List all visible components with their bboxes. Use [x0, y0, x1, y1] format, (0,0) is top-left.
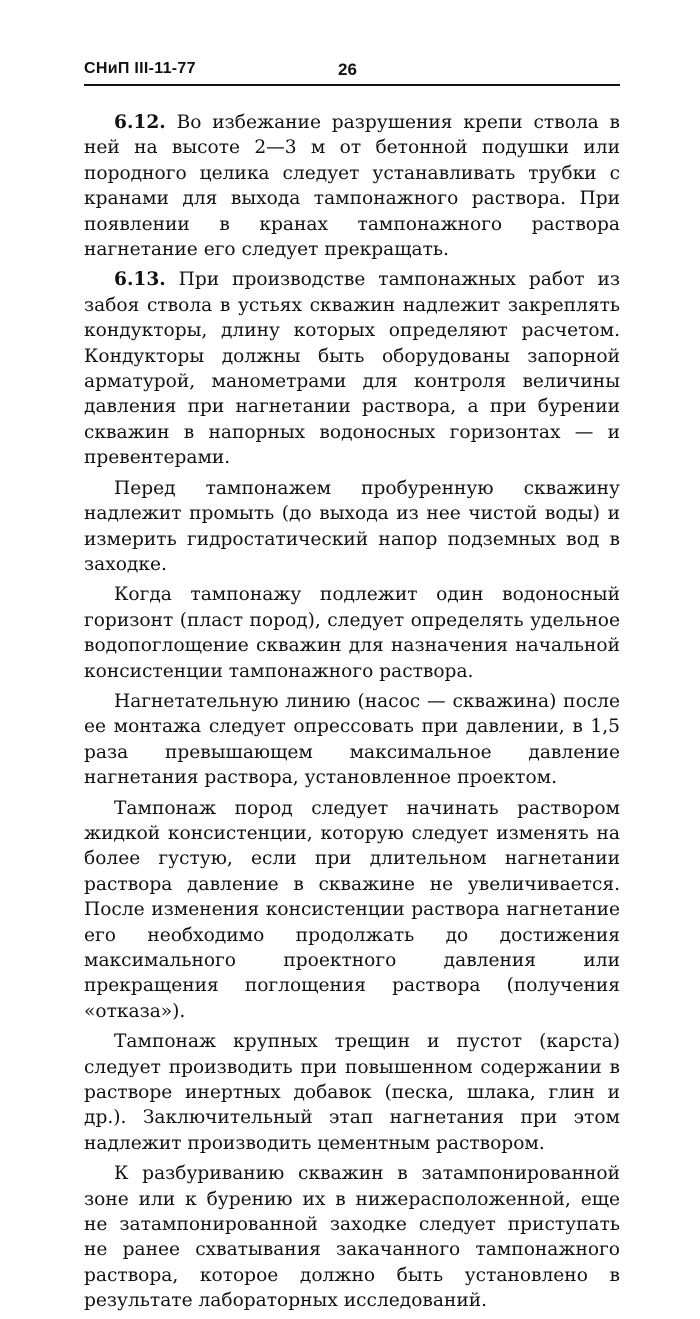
paragraph-text: Тампонаж пород следует начинать раствором жидкой консистенции, которую следует изменять на более густую, если при длительном нагнетании раствора давление в скважине не увеличивается. После изменения консистенции раствора нагнетание его необходимо продолжать до достижения максимального проектного давления или прекращения поглощения раствора (получения «отказа»).	[84, 797, 620, 1022]
paragraph	[84, 796, 620, 1025]
page-number: 26	[338, 60, 357, 79]
paragraph	[84, 1029, 620, 1156]
paragraph-text: Когда тампонажу подлежит один водоносный горизонт (пласт пород), следует определять удельное водопоглощение скважин для назначения начальной консистенции тампонажного раствора.	[84, 584, 620, 682]
paragraph	[84, 1161, 620, 1313]
paragraph	[84, 110, 620, 262]
paragraph-text: Нагнетательную линию (насос — скважина) после ее монтажа следует опрессовать при давлении, в 1,5 раза превышающем максимальное давление нагнетания раствора, установленное проектом.	[84, 690, 620, 789]
paragraph	[84, 689, 620, 791]
body-text	[84, 110, 620, 1314]
paragraph-text: При производстве тампонажных работ из забоя ствола в устьях скважин надлежит закреплять кондукторы, длину которых определяют расчетом. Кондукторы должны быть оборудованы запорной арматурой, манометрами для контроля величины давления при нагнетании раствора, а при бурении скважин в напорных водоносных горизонтах — и превентерами.	[84, 269, 620, 469]
clause-number: 6.12.	[114, 112, 166, 133]
document-page	[84, 60, 620, 1319]
paragraph-text: Тампонаж крупных трещин и пустот (карста) следует производить при повышенном содержании в растворе инертных добавок (песка, шлака, глин и др.). Заключительный этап нагнетания при этом надлежит производить цементным раствором.	[84, 1031, 620, 1154]
page-header	[84, 60, 620, 86]
paragraph-text: Перед тампонажем пробуренную скважину надлежит промыть (до выхода из нее чистой воды) и измерить гидростатический напор подземных вод в заходке.	[84, 477, 620, 575]
document-code: СНиП III-11-77	[84, 60, 196, 77]
paragraph	[84, 476, 620, 578]
paragraph	[84, 267, 620, 470]
paragraph	[84, 582, 620, 684]
paragraph-text: Во избежание разрушения крепи ствола в ней на высоте 2—3 м от бетонной подушки или породного целика следует устанавливать трубки с кранами для выхода тампонажного раствора. При появлении в кранах тампонажного раствора нагнетание его следует прекращать.	[84, 112, 620, 261]
clause-number: 6.13.	[114, 269, 166, 291]
paragraph-text: К разбуриванию скважин в затампонированной зоне или к бурению их в нижерасположенной, еще не затампонированной заходке следует приступать не ранее схватывания закачанного тампонажного раствора, которое должно быть установлено в результате лабораторных исследований.	[84, 1163, 620, 1312]
